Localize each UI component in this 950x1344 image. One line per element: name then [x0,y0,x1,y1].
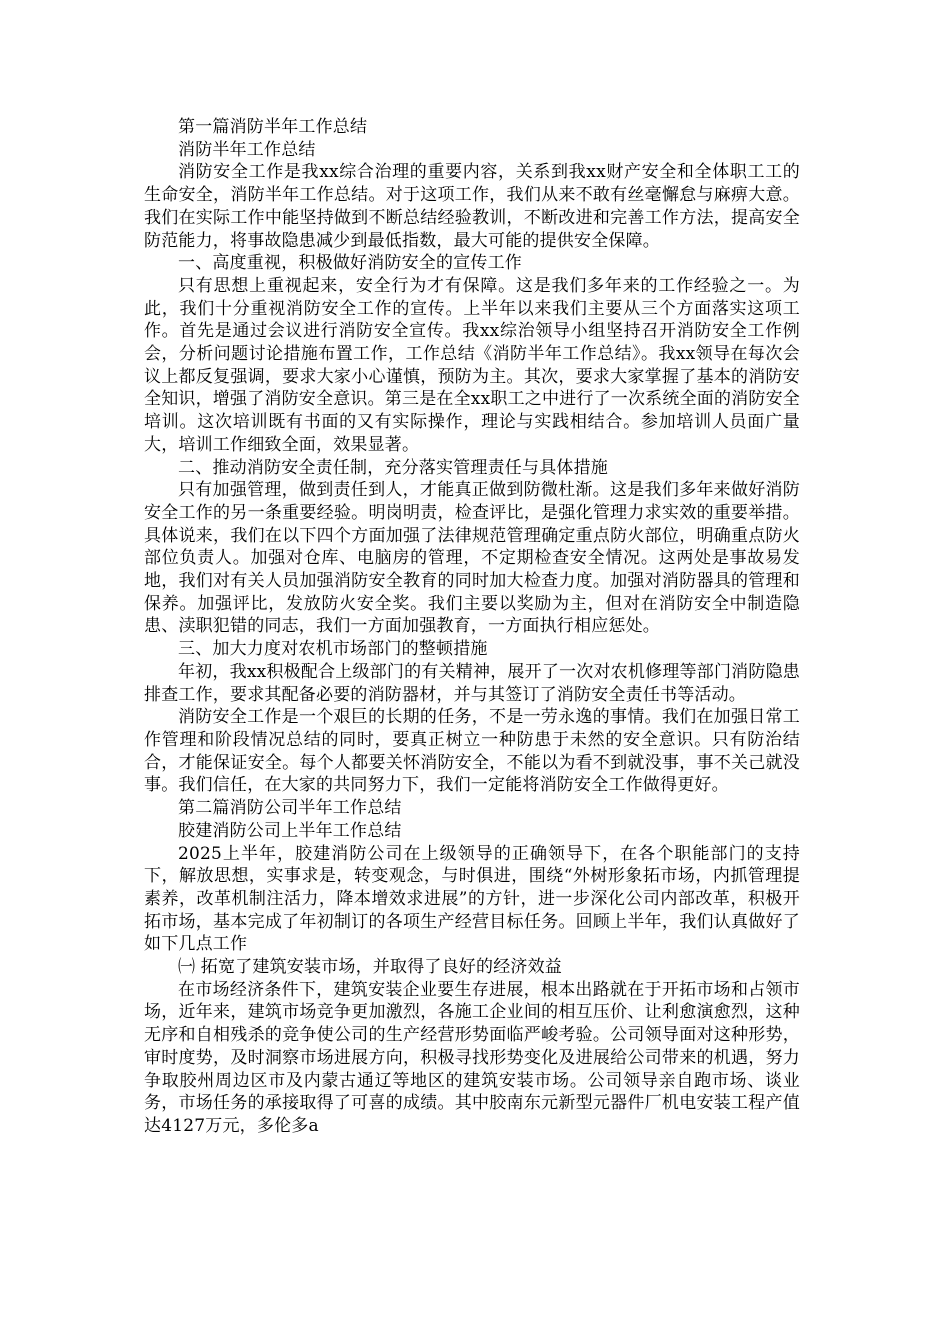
doc-subtitle-2: 胶建消防公司上半年工作总结 [178,820,402,841]
doc-title-1: 第一篇消防半年工作总结 [178,117,368,137]
section-heading: 一、高度重视，积极做好消防安全的宣传工作 [178,253,522,274]
section-heading: ㈠ 拓宽了建筑安装市场，并取得了良好的经济效益 [178,957,563,978]
paragraph: 只有思想上重视起来，安全行为才有保障。这是我们多年来的工作经验之一。为此，我们十分重视消防安全工作的宣传。上半年以来我们主要从三个方面落实这项工作。首先是通过会议进行消防安全宣传。我xx综治领导小组坚持召开消防安全工作例会，分析问题讨论措施布置工作，工作总结《消防半年工作总结》。我xx领导在每次会议上都反复强调，要求大家小心谨慎，预防为主。其次，要求大家掌握了基本的消防安全知识，增强了消防安全意识。第三是在全xx职工之中进行了一次系统全面的消防安全培训。这次培训既有书面的又有实际操作，理论与实践相结合。参加培训人员面广量大，培训工作细致全面，效果显著。 [144,275,800,455]
doc-title-2: 第二篇消防公司半年工作总结 [178,798,402,819]
paragraph: 在市场经济条件下，建筑安装企业要生存进展，根本出路就在于开拓市场和占领市场，近年来，建筑市场竞争更加激烈，各施工企业间的相互压价、让利愈演愈烈，这种无序和自相残杀的竞争使公司的生产经营形势面临严峻考验。公司领导面对这种形势，审时度势，及时洞察市场进展方向，积极寻找形势变化及进展给公司带来的机遇，努力争取胶州周边区市及内蒙古通辽等地区的建筑安装市场。公司领导亲自跑市场、谈业务，市场任务的承接取得了可喜的成绩。其中胶南东元新型元器件厂机电安装工程产值达4127万元，多伦多a [144,979,800,1136]
paragraph: 消防安全工作是一个艰巨的长期的任务，不是一劳永逸的事情。我们在加强日常工作管理和阶段情况总结的同时，要真正树立一种防患于未然的安全意识。只有防治结合，才能保证安全。每个人都要关怀消防安全，不能以为看不到就没事，事不关己就没事。我们信任，在大家的共同努力下，我们一定能将消防安全工作做得更好。 [144,707,800,796]
section-heading: 三、加大力度对农机市场部门的整顿措施 [178,639,488,660]
section-heading: 二、推动消防安全责任制，充分落实管理责任与具体措施 [178,457,608,478]
paragraph: 年初，我xx积极配合上级部门的有关精神，展开了一次对农机修理等部门消防隐患排查工作，要求其配备必要的消防器材，并与其签订了消防安全责任书等活动。 [144,661,800,705]
document-body [144,116,800,1138]
doc-subtitle-1: 消防半年工作总结 [178,139,316,160]
paragraph: 消防安全工作是我xx综合治理的重要内容，关系到我xx财产安全和全体职工工的生命安全，消防半年工作总结。对于这项工作，我们从来不敢有丝毫懈怠与麻痹大意。我们在实际工作中能坚持做到不断总结经验教训，不断改进和完善工作方法，提高安全防范能力，将事故隐患减少到最低指数，最大可能的提供安全保障。 [144,162,800,251]
paragraph: 只有加强管理，做到责任到人，才能真正做到防微杜渐。这是我们多年来做好消防安全工作的另一条重要经验。明岗明责，检查评比，是强化管理力求实效的重要举措。具体说来，我们在以下四个方面加强了法律规范管理确定重点防火部位，明确重点防火部位负责人。加强对仓库、电脑房的管理，不定期检查安全情况。这两处是事故易发地，我们对有关人员加强消防安全教育的同时加大检查力度。加强对消防器具的管理和保养。加强评比，发放防火安全奖。我们主要以奖励为主，但对在消防安全中制造隐患、渎职犯错的同志，我们一方面加强教育，一方面执行相应惩处。 [144,480,800,637]
paragraph: 2025上半年，胶建消防公司在上级领导的正确领导下，在各个职能部门的支持下，解放思想，实事求是，转变观念，与时俱进，围绕“外树形象拓市场，内抓管理提素养，改革机制注活力，降本增效求进展”的方针，进一步深化公司内部改革，积极开拓市场，基本完成了年初制订的各项生产经营目标任务。回顾上半年，我们认真做好了如下几点工作 [144,843,800,955]
